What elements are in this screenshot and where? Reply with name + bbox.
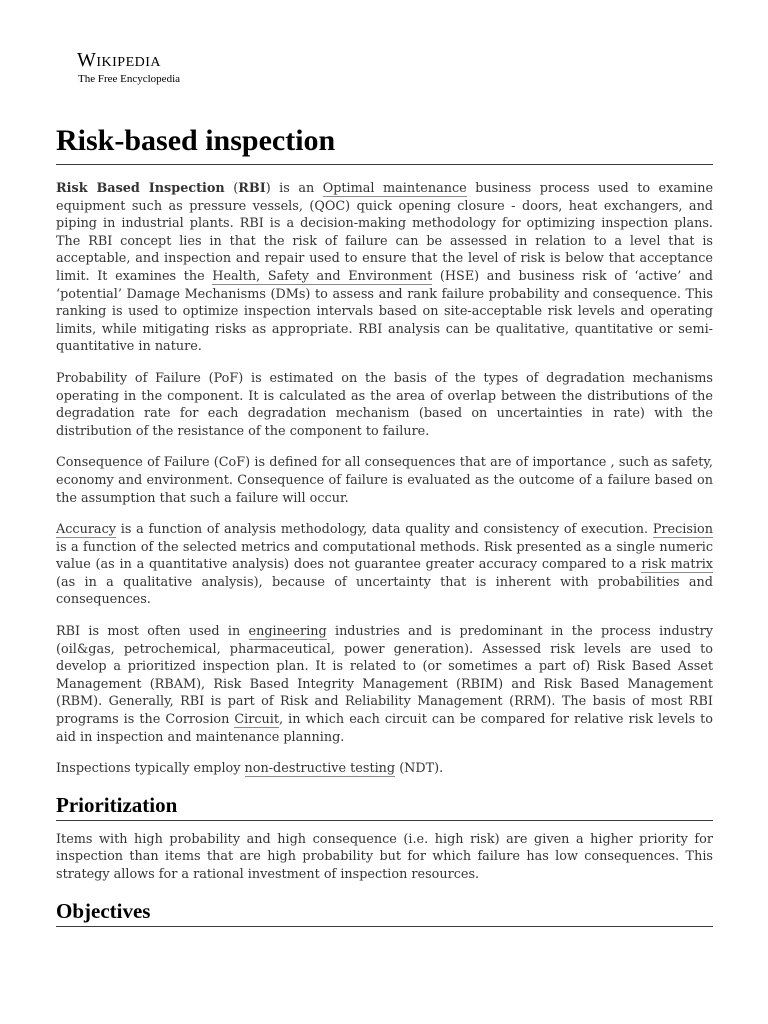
page-title: Risk-based inspection	[56, 124, 713, 165]
section-heading-prioritization: Prioritization	[56, 792, 713, 821]
text: , in which each circuit can be compared for relative risk levels to aid in inspection and maintenance planning.	[56, 712, 713, 745]
logo-tagline: The Free Encyclopedia	[78, 73, 181, 85]
intro-paragraph-3: Consequence of Failure (CoF) is defined for all consequences that are of importance , such as safety, economy and environment. Consequence of failure is evaluated as the outcome of a failure based on the assumption that such a failure will occur.	[56, 455, 713, 506]
intro-paragraph-6	[56, 760, 713, 778]
text: (as in a qualitative analysis), because of uncertainty that is inherent with probabilities and consequences.	[56, 574, 713, 608]
intro-paragraph-4	[56, 521, 713, 609]
link-circuit[interactable]: Circuit	[234, 712, 280, 728]
link-engineering[interactable]: engineering	[248, 624, 327, 640]
text: (HSE) and business risk of ‘active’ and ‘potential’ Damage Mechanisms (DMs) to assess and rank failure probability and consequence. This ranking is used to optimize inspection intervals based on site-acceptable risk levels and operating limits, while mitigating risks as appropriate. RBI analysis can be qualitative, quantitative or semi-quantitative in nature.	[56, 268, 714, 355]
text: industries and is predominant in the process industry (oil&gas, petrochemical, pharmaceutical, power generation). Assessed risk levels are used to develop a prioritized inspection plan. It is related to (or sometimes a part of) Risk Based Asset Management (RBAM), Risk Based Integrity Management (RBIM) and Risk Based Management (RBM). Generally, RBI is part of Risk and Reliability Management (RRM). The basis of most RBI programs is the Corrosion	[56, 624, 714, 728]
text: (NDT).	[395, 761, 444, 777]
text: RBI is most often used in	[56, 624, 249, 640]
text: ) is an	[265, 181, 323, 196]
bold-term-rbi: RBI	[238, 181, 266, 196]
prioritization-paragraph: Items with high probability and high consequence (i.e. high risk) are given a higher priority for inspection than items that are high probability but for which failure has low consequences. This strategy allows for a rational investment of inspection resources.	[56, 831, 713, 882]
intro-paragraph-2: Probability of Failure (PoF) is estimated on the basis of the types of degradation mechanisms operating in the component. It is calculated as the area of overlap between the distributions of the degradation rate for each degradation mechanism (based on uncertainties in rate) with the distribution of the resistance of the component to failure.	[56, 370, 713, 439]
text: business process used to examine equipment such as pressure vessels, (QOC) quick opening closure - doors, heat exchangers, and piping in industrial plants. RBI is a decision-making methodology for optimizing inspection plans. The RBI concept lies in that the risk of failure can be assessed in relation to a level that is acceptable, and inspection and repair used to ensure that the level of risk is below that acceptance limit. It examines the	[56, 181, 714, 284]
text: is a function of analysis methodology, data quality and consistency of execution.	[115, 522, 653, 538]
bold-term-rbi-full: Risk Based Inspection	[56, 181, 225, 196]
text: Inspections typically employ	[56, 761, 245, 777]
link-risk-matrix[interactable]: risk matrix	[641, 557, 714, 573]
link-precision[interactable]: Precision	[652, 522, 713, 538]
text: is a function of the selected metrics and computational methods. Risk presented as a single numeric value (as in a quantitative analysis) does not guarantee greater accuracy compared to a	[56, 539, 713, 573]
link-optimal-maintenance[interactable]: Optimal maintenance	[322, 181, 467, 196]
link-non-destructive-testing[interactable]: non-destructive testing	[244, 761, 396, 777]
link-health-safety-environment[interactable]: Health, Safety and Environment	[212, 268, 433, 284]
text: (	[224, 181, 239, 196]
wikipedia-logo[interactable]	[77, 50, 180, 85]
intro-paragraph-5	[56, 623, 713, 746]
section-heading-objectives: Objectives	[56, 898, 713, 927]
logo-wordmark: Wikipedia	[77, 49, 162, 71]
article-body	[56, 180, 713, 937]
intro-paragraph-1	[56, 180, 713, 356]
link-accuracy[interactable]: Accuracy	[56, 522, 116, 538]
